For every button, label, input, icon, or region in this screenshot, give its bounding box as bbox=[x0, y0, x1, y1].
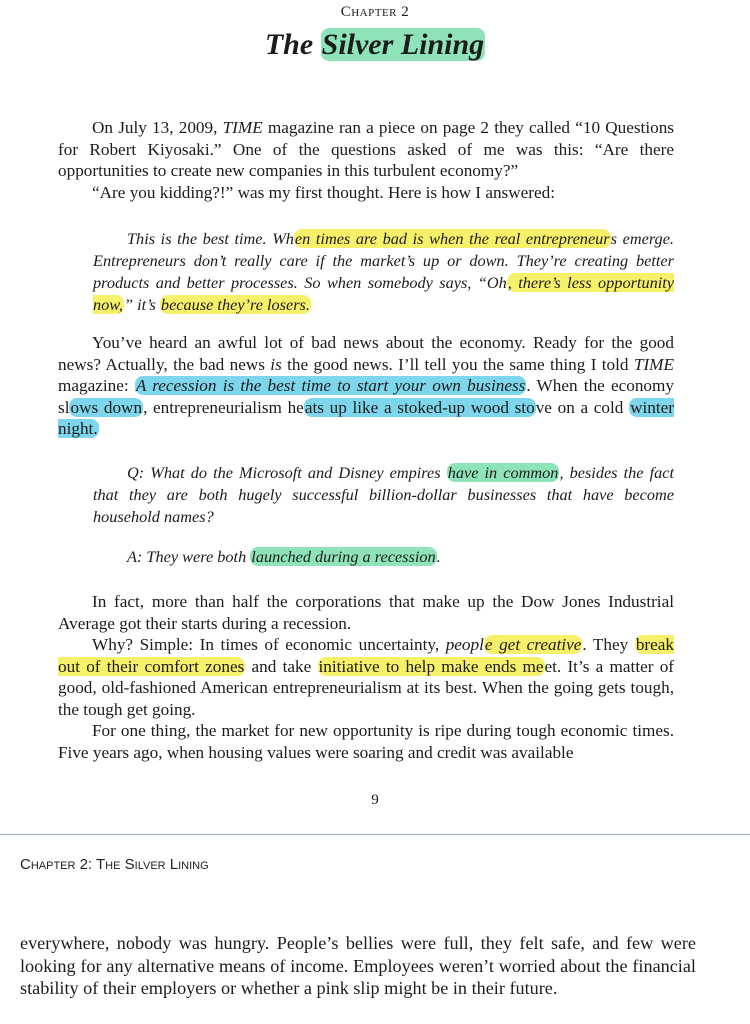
quote-1 bbox=[93, 228, 674, 316]
p5-a: Why? Simple: In times of economic uncertainty, bbox=[92, 635, 446, 654]
quote-2 bbox=[93, 462, 674, 528]
q1-a: This is the best time. Wh bbox=[127, 229, 294, 248]
p3-magazine: TIME bbox=[633, 354, 674, 374]
p5-c: . They bbox=[582, 635, 635, 654]
chapter-label: Chapter 2 bbox=[340, 4, 410, 20]
q2-b: , besides the fact that they are both hugely successful billion-dollar businesses that have become household names? bbox=[93, 463, 674, 526]
p1-text-a: On July 13, 2009, bbox=[92, 118, 223, 137]
q2-a: Q: What do the Microsoft and Disney empires bbox=[127, 463, 447, 482]
q2-highlight-1: have in common bbox=[447, 463, 559, 482]
paragraph-3 bbox=[58, 332, 674, 440]
p3-highlight-2: ows down bbox=[70, 397, 143, 417]
p5-highlight-3: initiative to help make ends me bbox=[318, 656, 544, 676]
q1-highlight-1: en times are bad is when the real entrepreneur bbox=[294, 229, 610, 248]
q1-highlight-3: because they’re losers. bbox=[160, 295, 310, 314]
p5-b: peopl bbox=[445, 635, 484, 654]
continuation-text bbox=[20, 932, 696, 1000]
p5-d: and take bbox=[245, 656, 318, 676]
page-number: 9 bbox=[371, 792, 379, 808]
p3-highlight-3: ats up like a stoked-up wood sto bbox=[304, 397, 535, 417]
paragraph-4: In fact, more than half the corporations that make up the Dow Jones Industrial Average got their starts during a recession. bbox=[58, 592, 674, 633]
q1-c: ” it’s bbox=[124, 295, 160, 314]
paragraph-3-text bbox=[58, 332, 674, 440]
intro-paragraphs bbox=[58, 117, 674, 203]
q1-highlight-2: , there’s less opportunity now, bbox=[93, 273, 674, 314]
page-divider bbox=[0, 834, 750, 835]
chapter-title bbox=[0, 28, 750, 62]
chapter-title-highlight: Silver Lining bbox=[321, 28, 485, 61]
continuation-paragraph: everywhere, nobody was hungry. People’s bellies were full, they felt safe, and few were looking for any alternative means of income. Employees weren’t worried about the financial stability of their employers or whether a pink slip might be in their future. bbox=[20, 933, 696, 998]
p3-a: You’ve heard an awful lot of bad news about the economy. Ready for the good news? Actually, the bad news bbox=[58, 333, 674, 374]
p5-e: et. It’s a matter of good, old-fashioned American entrepreneurialism at its best. When the going gets tough, the tough get going. bbox=[58, 656, 675, 719]
paragraph-6: For one thing, the market for new opportunity is ripe during tough economic times. Five years ago, when housing values were soaring and credit was available bbox=[58, 721, 674, 762]
p3-e: magazine: bbox=[58, 376, 135, 395]
p3-highlight-4: winter night. bbox=[58, 397, 675, 438]
p1-text-c: magazine ran a piece on page 2 they called “10 Questions for Robert Kiyosaki.” One of the questions asked of me was this: “Are there opportunities to create new companies in this turbulent economy?” bbox=[58, 118, 674, 180]
paragraph-2: “Are you kidding?!” was my first thought. Here is how I answered: bbox=[92, 182, 555, 202]
chapter-title-pre: The bbox=[264, 28, 321, 61]
q3-a: A: They were both bbox=[127, 547, 251, 566]
running-header: Chapter 2: The Silver Lining bbox=[20, 856, 209, 873]
p3-c: the good news. I’ll tell you the same thing I told bbox=[281, 354, 634, 374]
paragraph-1 bbox=[58, 117, 674, 182]
paragraph-5 bbox=[58, 634, 674, 720]
quote-1-text bbox=[93, 228, 674, 316]
p5-highlight-2: break out of their comfort zones bbox=[58, 635, 674, 676]
p3-g: , entrepreneurialism he bbox=[143, 397, 304, 417]
quote-3 bbox=[93, 546, 674, 568]
p3-h: ve on a cold bbox=[535, 397, 630, 417]
q3-b: . bbox=[436, 547, 441, 566]
p5-highlight-1: e get creative bbox=[484, 635, 582, 654]
q3-highlight-1: launched during a recession bbox=[251, 547, 436, 566]
closing-paragraphs bbox=[58, 591, 674, 763]
quote-3-text bbox=[93, 546, 674, 568]
p3-is: is bbox=[270, 354, 282, 374]
p3-highlight-1: A recession is the best time to start your own business bbox=[135, 376, 526, 395]
q1-b: s emerge. Entrepreneurs don’t really care if the market’s up or down. They’re creating better products and better processes. So when somebody says, “Oh bbox=[93, 229, 674, 292]
quote-2-text bbox=[93, 462, 674, 528]
p3-f: . When the economy sl bbox=[58, 376, 674, 417]
p1-magazine: TIME bbox=[222, 118, 263, 137]
